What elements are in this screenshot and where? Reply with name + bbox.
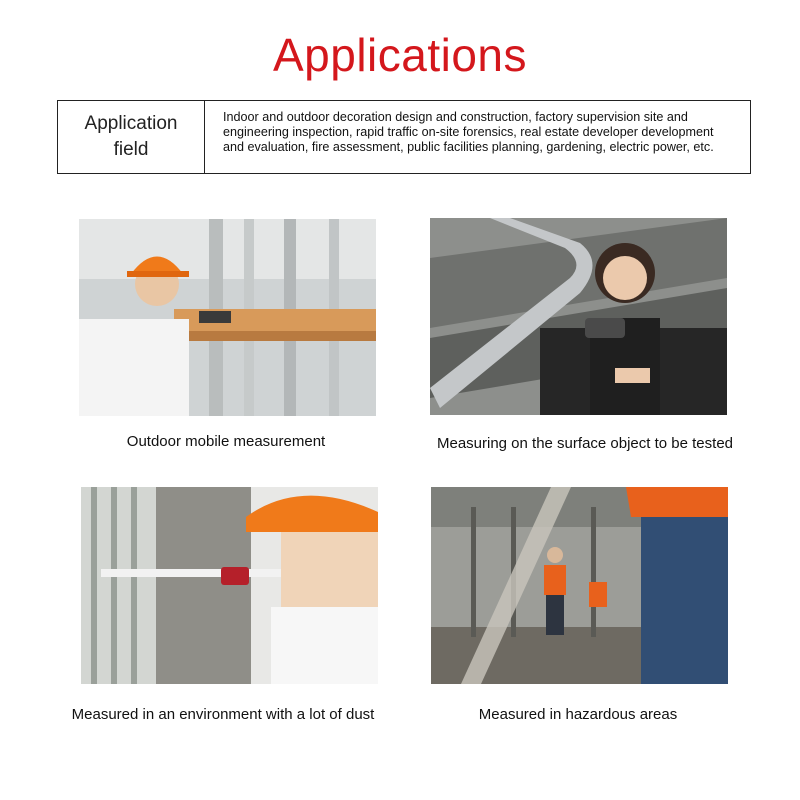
photo-surface-measurement [430,218,727,415]
application-field-description: Indoor and outdoor decoration design and construction, factory supervision site and engineering inspection, rapid traffic on-site forensics, real estate developer development and evaluation, fire assessment, public facilities planning, gardening, electric power, etc. [223,110,714,154]
page-title: Applications [272,29,528,81]
caption-hazardous-area: Measured in hazardous areas [478,706,678,723]
caption-outdoor-measurement: Outdoor mobile measurement [126,433,326,450]
caption-surface-measurement: Measuring on the surface object to be tested [436,435,733,452]
field-label-line2: field [113,139,149,160]
field-label-line1: Application [84,113,178,134]
application-field-label [58,101,205,173]
photo-dusty-environment [81,487,378,684]
photo-hazardous-area [431,487,728,684]
caption-dusty-environment: Measured in an environment with a lot of dust [71,706,375,723]
application-field-table [57,100,751,174]
photo-outdoor-measurement [79,219,376,416]
